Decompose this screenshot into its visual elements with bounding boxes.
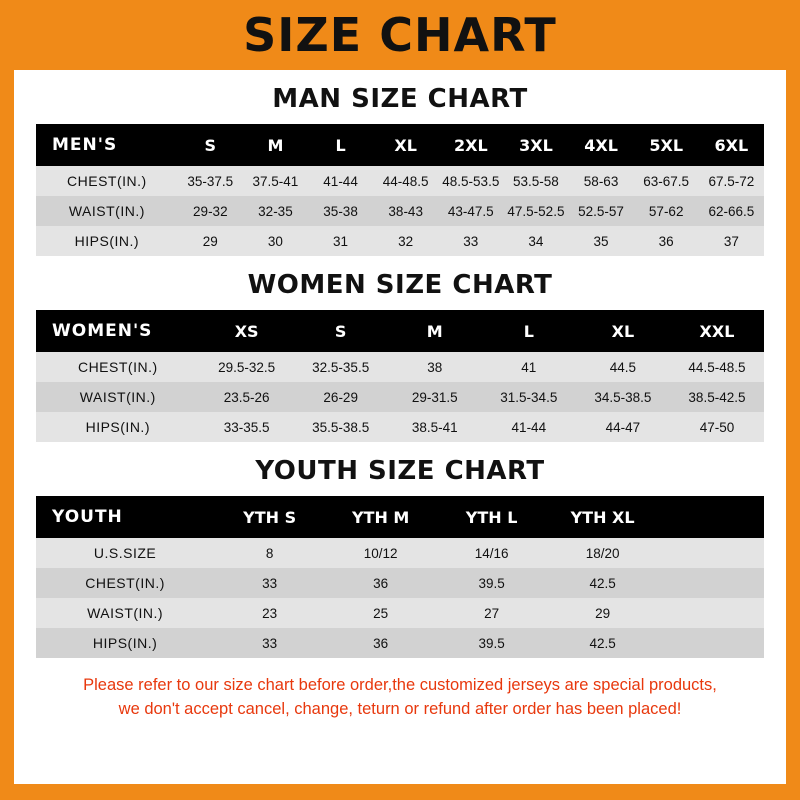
table-youth-cell-1-0: 33 xyxy=(214,568,325,598)
table-man-col-2: L xyxy=(308,124,373,166)
table-man-cell-2-8: 37 xyxy=(699,226,764,256)
section-title-man: MAN SIZE CHART xyxy=(272,84,528,114)
table-youth-cell-1-2: 39.5 xyxy=(436,568,547,598)
table-women-row-2-label: HIPS(IN.) xyxy=(36,412,200,442)
table-youth-cell-3-2: 39.5 xyxy=(436,628,547,658)
table-youth-cell-1-1: 36 xyxy=(325,568,436,598)
table-man-cell-1-3: 38-43 xyxy=(373,196,438,226)
table-women-cell-2-1: 35.5-38.5 xyxy=(294,412,388,442)
table-youth xyxy=(36,496,764,658)
content-area xyxy=(14,84,786,722)
table-row xyxy=(36,568,764,598)
table-youth-cell-0-1: 10/12 xyxy=(325,538,436,568)
table-women-col-2: M xyxy=(388,310,482,352)
table-row xyxy=(36,352,764,382)
table-man-cell-0-6: 58-63 xyxy=(569,166,634,196)
table-women xyxy=(36,310,764,442)
table-man-col-1: M xyxy=(243,124,308,166)
table-man-cell-0-0: 35-37.5 xyxy=(178,166,243,196)
table-row xyxy=(36,226,764,256)
table-row xyxy=(36,538,764,568)
table-youth-col-2: YTH L xyxy=(436,496,547,538)
table-man-cell-2-6: 35 xyxy=(569,226,634,256)
table-row xyxy=(36,166,764,196)
table-man-cell-2-5: 34 xyxy=(503,226,568,256)
footer-band xyxy=(0,784,800,800)
table-women-col-3: L xyxy=(482,310,576,352)
table-women-cell-1-4: 34.5-38.5 xyxy=(576,382,670,412)
table-women-cell-0-5: 44.5-48.5 xyxy=(670,352,764,382)
table-man-col-7: 5XL xyxy=(634,124,699,166)
table-youth-cell-2-0: 23 xyxy=(214,598,325,628)
table-women-cell-0-3: 41 xyxy=(482,352,576,382)
table-man-row-0-label: CHEST(IN.) xyxy=(36,166,178,196)
table-man-cell-0-2: 41-44 xyxy=(308,166,373,196)
table-row xyxy=(36,382,764,412)
table-man-cell-2-1: 30 xyxy=(243,226,308,256)
table-youth-col-1: YTH M xyxy=(325,496,436,538)
table-man-cell-0-7: 63-67.5 xyxy=(634,166,699,196)
table-women-cell-1-5: 38.5-42.5 xyxy=(670,382,764,412)
table-women-cell-0-1: 32.5-35.5 xyxy=(294,352,388,382)
table-man-cell-1-1: 32-35 xyxy=(243,196,308,226)
table-youth-cell-3-1: 36 xyxy=(325,628,436,658)
table-women-cell-2-0: 33-35.5 xyxy=(200,412,294,442)
table-women-cell-1-2: 29-31.5 xyxy=(388,382,482,412)
section-youth xyxy=(36,456,764,658)
table-women-cell-1-3: 31.5-34.5 xyxy=(482,382,576,412)
table-man xyxy=(36,124,764,256)
table-man-col-6: 4XL xyxy=(569,124,634,166)
table-women-cell-0-0: 29.5-32.5 xyxy=(200,352,294,382)
table-man-row-1-label: WAIST(IN.) xyxy=(36,196,178,226)
table-youth-row-1-label: CHEST(IN.) xyxy=(36,568,214,598)
table-youth-cell-2-spacer xyxy=(658,598,764,628)
footer-note xyxy=(36,674,764,722)
table-man-cell-0-5: 53.5-58 xyxy=(503,166,568,196)
table-women-col-5: XXL xyxy=(670,310,764,352)
table-women-rowhead-label: WOMEN'S xyxy=(36,310,200,352)
table-man-col-5: 3XL xyxy=(503,124,568,166)
table-youth-col-spacer xyxy=(658,496,764,538)
table-man-row-2-label: HIPS(IN.) xyxy=(36,226,178,256)
table-man-cell-0-8: 67.5-72 xyxy=(699,166,764,196)
footer-note-line-2: we don't accept cancel, change, teturn or refund after order has been placed! xyxy=(118,699,682,718)
page-title: SIZE CHART xyxy=(243,8,557,62)
table-man-cell-2-2: 31 xyxy=(308,226,373,256)
table-man-cell-1-8: 62-66.5 xyxy=(699,196,764,226)
table-women-cell-2-2: 38.5-41 xyxy=(388,412,482,442)
table-man-body xyxy=(36,166,764,256)
table-man-col-8: 6XL xyxy=(699,124,764,166)
table-women-col-1: S xyxy=(294,310,388,352)
footer-note-line-1: Please refer to our size chart before order,the customized jerseys are special products, xyxy=(83,676,717,694)
table-women-cell-1-1: 26-29 xyxy=(294,382,388,412)
table-youth-cell-0-3: 18/20 xyxy=(547,538,658,568)
table-youth-cell-1-spacer xyxy=(658,568,764,598)
table-man-cell-2-4: 33 xyxy=(438,226,503,256)
table-row xyxy=(36,628,764,658)
table-header-row xyxy=(36,496,764,538)
table-header-row xyxy=(36,124,764,166)
table-youth-col-0: YTH S xyxy=(214,496,325,538)
table-header-row xyxy=(36,310,764,352)
table-man-cell-1-7: 57-62 xyxy=(634,196,699,226)
table-women-cell-2-5: 47-50 xyxy=(670,412,764,442)
table-women-col-4: XL xyxy=(576,310,670,352)
table-youth-cell-0-0: 8 xyxy=(214,538,325,568)
table-women-cell-2-3: 41-44 xyxy=(482,412,576,442)
table-man-cell-0-3: 44-48.5 xyxy=(373,166,438,196)
table-youth-cell-0-2: 14/16 xyxy=(436,538,547,568)
table-man-cell-2-7: 36 xyxy=(634,226,699,256)
table-man-head xyxy=(36,124,764,166)
table-row xyxy=(36,412,764,442)
table-youth-cell-3-spacer xyxy=(658,628,764,658)
table-women-head xyxy=(36,310,764,352)
table-man-cell-2-3: 32 xyxy=(373,226,438,256)
table-youth-head xyxy=(36,496,764,538)
table-man-rowhead-label: MEN'S xyxy=(36,124,178,166)
table-man-cell-1-5: 47.5-52.5 xyxy=(503,196,568,226)
table-man-col-4: 2XL xyxy=(438,124,503,166)
table-women-col-0: XS xyxy=(200,310,294,352)
table-row xyxy=(36,196,764,226)
table-youth-cell-2-2: 27 xyxy=(436,598,547,628)
table-row xyxy=(36,598,764,628)
table-man-col-0: S xyxy=(178,124,243,166)
table-man-col-3: XL xyxy=(373,124,438,166)
table-man-cell-2-0: 29 xyxy=(178,226,243,256)
table-women-cell-0-4: 44.5 xyxy=(576,352,670,382)
table-women-cell-1-0: 23.5-26 xyxy=(200,382,294,412)
table-youth-cell-1-3: 42.5 xyxy=(547,568,658,598)
section-title-youth: YOUTH SIZE CHART xyxy=(255,456,545,486)
section-title-women: WOMEN SIZE CHART xyxy=(247,270,553,300)
table-youth-rowhead-label: YOUTH xyxy=(36,496,214,538)
table-women-row-0-label: CHEST(IN.) xyxy=(36,352,200,382)
table-women-row-1-label: WAIST(IN.) xyxy=(36,382,200,412)
table-man-cell-0-4: 48.5-53.5 xyxy=(438,166,503,196)
table-youth-cell-3-3: 42.5 xyxy=(547,628,658,658)
table-man-cell-1-0: 29-32 xyxy=(178,196,243,226)
table-youth-row-3-label: HIPS(IN.) xyxy=(36,628,214,658)
table-man-cell-1-2: 35-38 xyxy=(308,196,373,226)
table-youth-col-3: YTH XL xyxy=(547,496,658,538)
table-youth-body xyxy=(36,538,764,658)
table-youth-cell-3-0: 33 xyxy=(214,628,325,658)
table-women-cell-2-4: 44-47 xyxy=(576,412,670,442)
table-youth-cell-0-spacer xyxy=(658,538,764,568)
table-man-cell-1-4: 43-47.5 xyxy=(438,196,503,226)
table-man-cell-1-6: 52.5-57 xyxy=(569,196,634,226)
section-man xyxy=(36,84,764,256)
table-youth-cell-2-3: 29 xyxy=(547,598,658,628)
table-women-cell-0-2: 38 xyxy=(388,352,482,382)
table-women-body xyxy=(36,352,764,442)
table-youth-row-2-label: WAIST(IN.) xyxy=(36,598,214,628)
table-youth-row-0-label: U.S.SIZE xyxy=(36,538,214,568)
section-women xyxy=(36,270,764,442)
table-man-cell-0-1: 37.5-41 xyxy=(243,166,308,196)
table-youth-cell-2-1: 25 xyxy=(325,598,436,628)
header-band xyxy=(0,0,800,70)
